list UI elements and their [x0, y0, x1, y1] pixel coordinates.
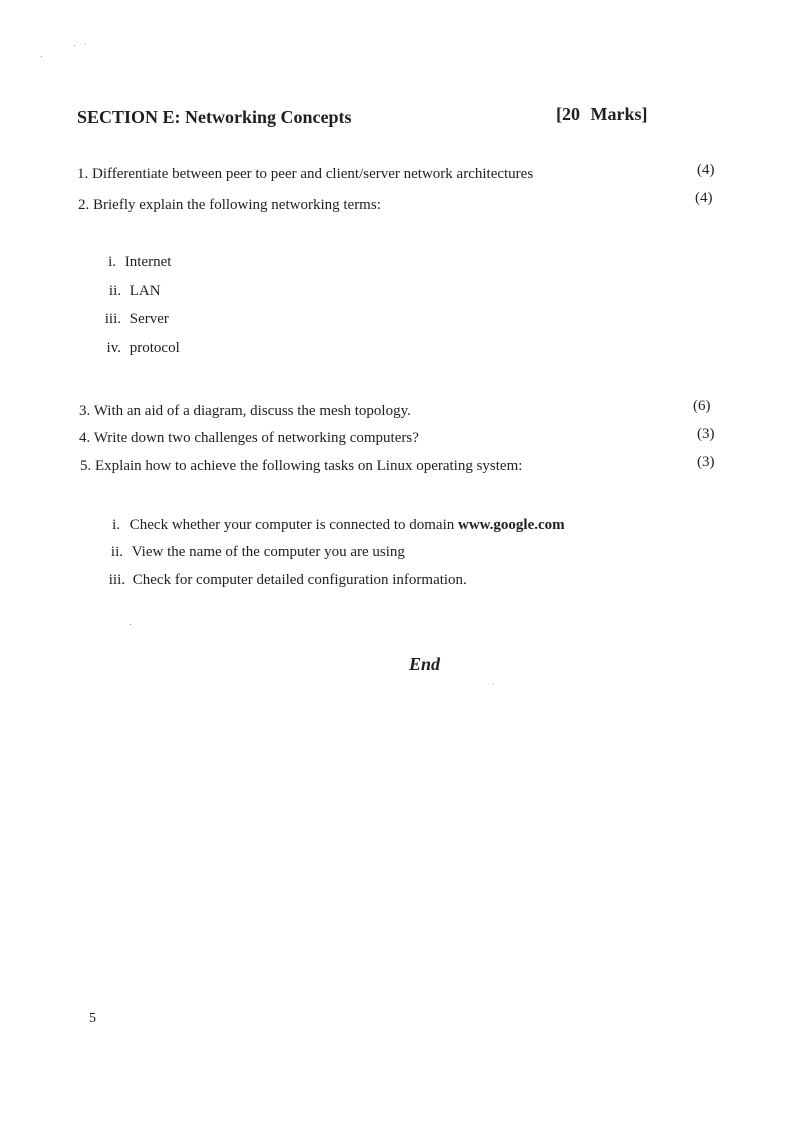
question-5-subitem [105, 572, 467, 589]
subitem-text: protocol [129, 340, 180, 356]
question-2-subitem [101, 254, 171, 271]
subitem-text: View the name of the computer you are using [131, 544, 405, 560]
subitem-numeral: ii. [110, 544, 123, 560]
question-4 [79, 430, 419, 447]
question-4-marks: (3) [697, 426, 715, 442]
subitem-text: Check whether your computer is connected to domain [129, 517, 455, 533]
subitem-numeral: iv. [106, 340, 121, 356]
scan-speck [493, 684, 494, 685]
section-title: SECTION E: Networking Concepts [77, 107, 352, 127]
question-text: Briefly explain the following networking terms: [93, 197, 381, 213]
scan-speck [74, 45, 75, 46]
section-marks: [20 Marks] [556, 104, 648, 124]
question-number: 1. [77, 166, 89, 182]
subitem-numeral: iii. [108, 572, 125, 588]
subitem-text: Server [129, 311, 169, 327]
question-5-subitem [105, 517, 565, 534]
question-2-subitem [101, 283, 161, 300]
question-number: 3. [79, 403, 91, 419]
question-text: Differentiate between peer to peer and client/server network architectures [92, 166, 534, 182]
question-2-marks: (4) [695, 190, 713, 206]
subitem-numeral: i. [112, 517, 120, 533]
subitem-numeral: iii. [104, 311, 121, 327]
question-number: 4. [79, 430, 91, 446]
subitem-text: Internet [124, 254, 172, 270]
question-text: With an aid of a diagram, discuss the mesh topology. [93, 403, 411, 419]
question-2-subitem [101, 311, 169, 328]
question-1-marks: (4) [697, 162, 715, 178]
subitem-text: Check for computer detailed configuration information. [132, 572, 467, 588]
domain-name: www.google.com [458, 517, 565, 533]
scan-speck [130, 624, 131, 625]
end-marker: End [409, 654, 441, 674]
question-5-marks: (3) [697, 454, 715, 470]
question-number: 5. [80, 458, 92, 474]
question-text: Explain how to achieve the following tasks on Linux operating system: [95, 458, 523, 474]
scan-speck [41, 56, 42, 57]
question-5 [80, 458, 522, 475]
subitem-text: LAN [129, 283, 161, 299]
question-1 [77, 166, 533, 183]
question-3 [79, 403, 411, 420]
question-2 [78, 197, 381, 214]
subitem-numeral: i. [108, 254, 116, 270]
page-number: 5 [89, 1011, 96, 1026]
subitem-numeral: ii. [108, 283, 121, 299]
question-2-subitem [101, 340, 180, 357]
question-text: Write down two challenges of networking computers? [93, 430, 419, 446]
question-3-marks: (6) [693, 398, 711, 414]
question-number: 2. [78, 197, 90, 213]
question-5-subitem [105, 544, 405, 561]
scan-speck [85, 43, 86, 44]
